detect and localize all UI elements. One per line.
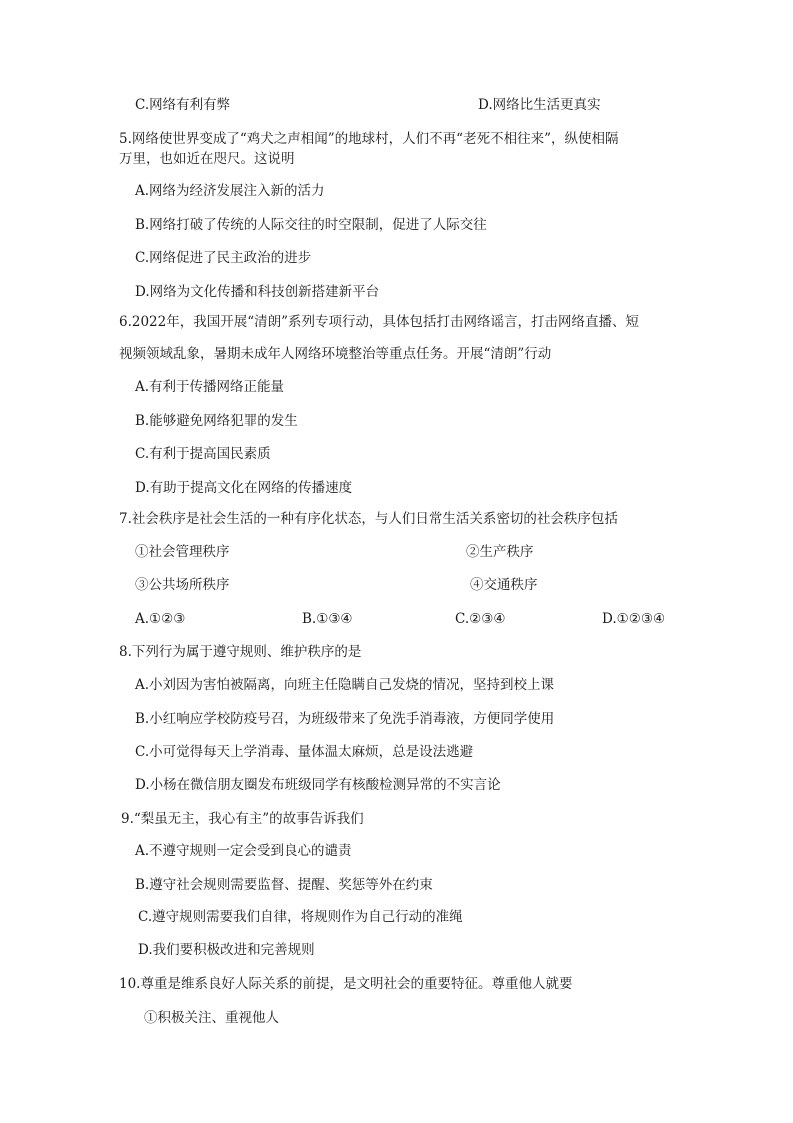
option-q8-a: A.小刘因为害怕被隔离，向班主任隐瞒自己发烧的情况，坚持到校上课 bbox=[135, 677, 555, 693]
statement-q10-1: ①积极关注、重视他人 bbox=[144, 1010, 279, 1026]
option-q7-c: C.②③④ bbox=[455, 611, 506, 627]
question-8: 8.下列行为属于遵守规则、维护秩序的是 bbox=[119, 644, 362, 660]
option-q4-c: C.网络有利有弊 bbox=[135, 97, 231, 113]
option-q4-d: D.网络比生活更真实 bbox=[478, 97, 601, 113]
option-q5-d: D.网络为文化传播和科技创新搭建新平台 bbox=[135, 284, 380, 300]
option-q9-d: D.我们要积极改进和完善规则 bbox=[138, 942, 315, 958]
statement-q7-4: ④交通秩序 bbox=[470, 577, 538, 593]
option-q5-b: B.网络打破了传统的人际交往的时空限制，促进了人际交往 bbox=[135, 217, 487, 233]
option-q6-c: C.有利于提高国民素质 bbox=[135, 446, 271, 462]
question-9: 9.“梨虽无主，我心有主”的故事告诉我们 bbox=[121, 811, 364, 827]
option-q7-a: A.①②③ bbox=[135, 611, 186, 627]
option-q9-c: C.遵守规则需要我们自律，将规则作为自己行动的准绳 bbox=[138, 909, 463, 925]
option-q8-d: D.小杨在微信朋友圈发布班级同学有核酸检测异常的不实言论 bbox=[135, 777, 501, 793]
option-q9-b: B.遵守社会规则需要监督、提醒、奖惩等外在约束 bbox=[135, 877, 433, 893]
question-5-line-1: 5.网络使世界变成了“鸡犬之声相闻”的地球村，人们不再“老死不相往来”，纵使相隔 bbox=[119, 131, 619, 147]
option-q6-d: D.有助于提高文化在网络的传播速度 bbox=[135, 480, 353, 496]
option-q8-c: C.小可觉得每天上学消毒、量体温太麻烦，总是设法逃避 bbox=[135, 744, 474, 760]
statement-q7-1: ①社会管理秩序 bbox=[135, 544, 230, 560]
statement-q7-2: ②生产秩序 bbox=[466, 544, 534, 560]
option-q7-b: B.①③④ bbox=[302, 611, 353, 627]
option-q8-b: B.小红响应学校防疫号召，为班级带来了免洗手消毒液，方便同学使用 bbox=[135, 711, 555, 727]
question-5-line-2: 万里，也如近在咫尺。这说明 bbox=[119, 151, 295, 167]
question-10: 10.尊重是维系良好人际关系的前提，是文明社会的重要特征。尊重他人就要 bbox=[119, 976, 573, 992]
option-q5-c: C.网络促进了民主政治的进步 bbox=[135, 250, 312, 266]
question-6-line-1: 6.2022年，我国开展“清朗”系列专项行动，具体包括打击网络谣言，打击网络直播、短 bbox=[119, 314, 640, 330]
question-7: 7.社会秩序是社会生活的一种有序化状态，与人们日常生活关系密切的社会秩序包括 bbox=[119, 511, 618, 527]
option-q5-a: A.网络为经济发展注入新的活力 bbox=[135, 183, 325, 199]
option-q6-b: B.能够避免网络犯罪的发生 bbox=[135, 413, 298, 429]
option-q7-d: D.①②③④ bbox=[602, 611, 666, 627]
question-6-line-2: 视频领域乱象，暑期未成年人网络环境整治等重点任务。开展“清朗”行动 bbox=[119, 346, 552, 362]
option-q9-a: A.不遵守规则一定会受到良心的谴责 bbox=[135, 843, 352, 859]
option-q6-a: A.有利于传播网络正能量 bbox=[135, 379, 285, 395]
statement-q7-3: ③公共场所秩序 bbox=[135, 577, 230, 593]
